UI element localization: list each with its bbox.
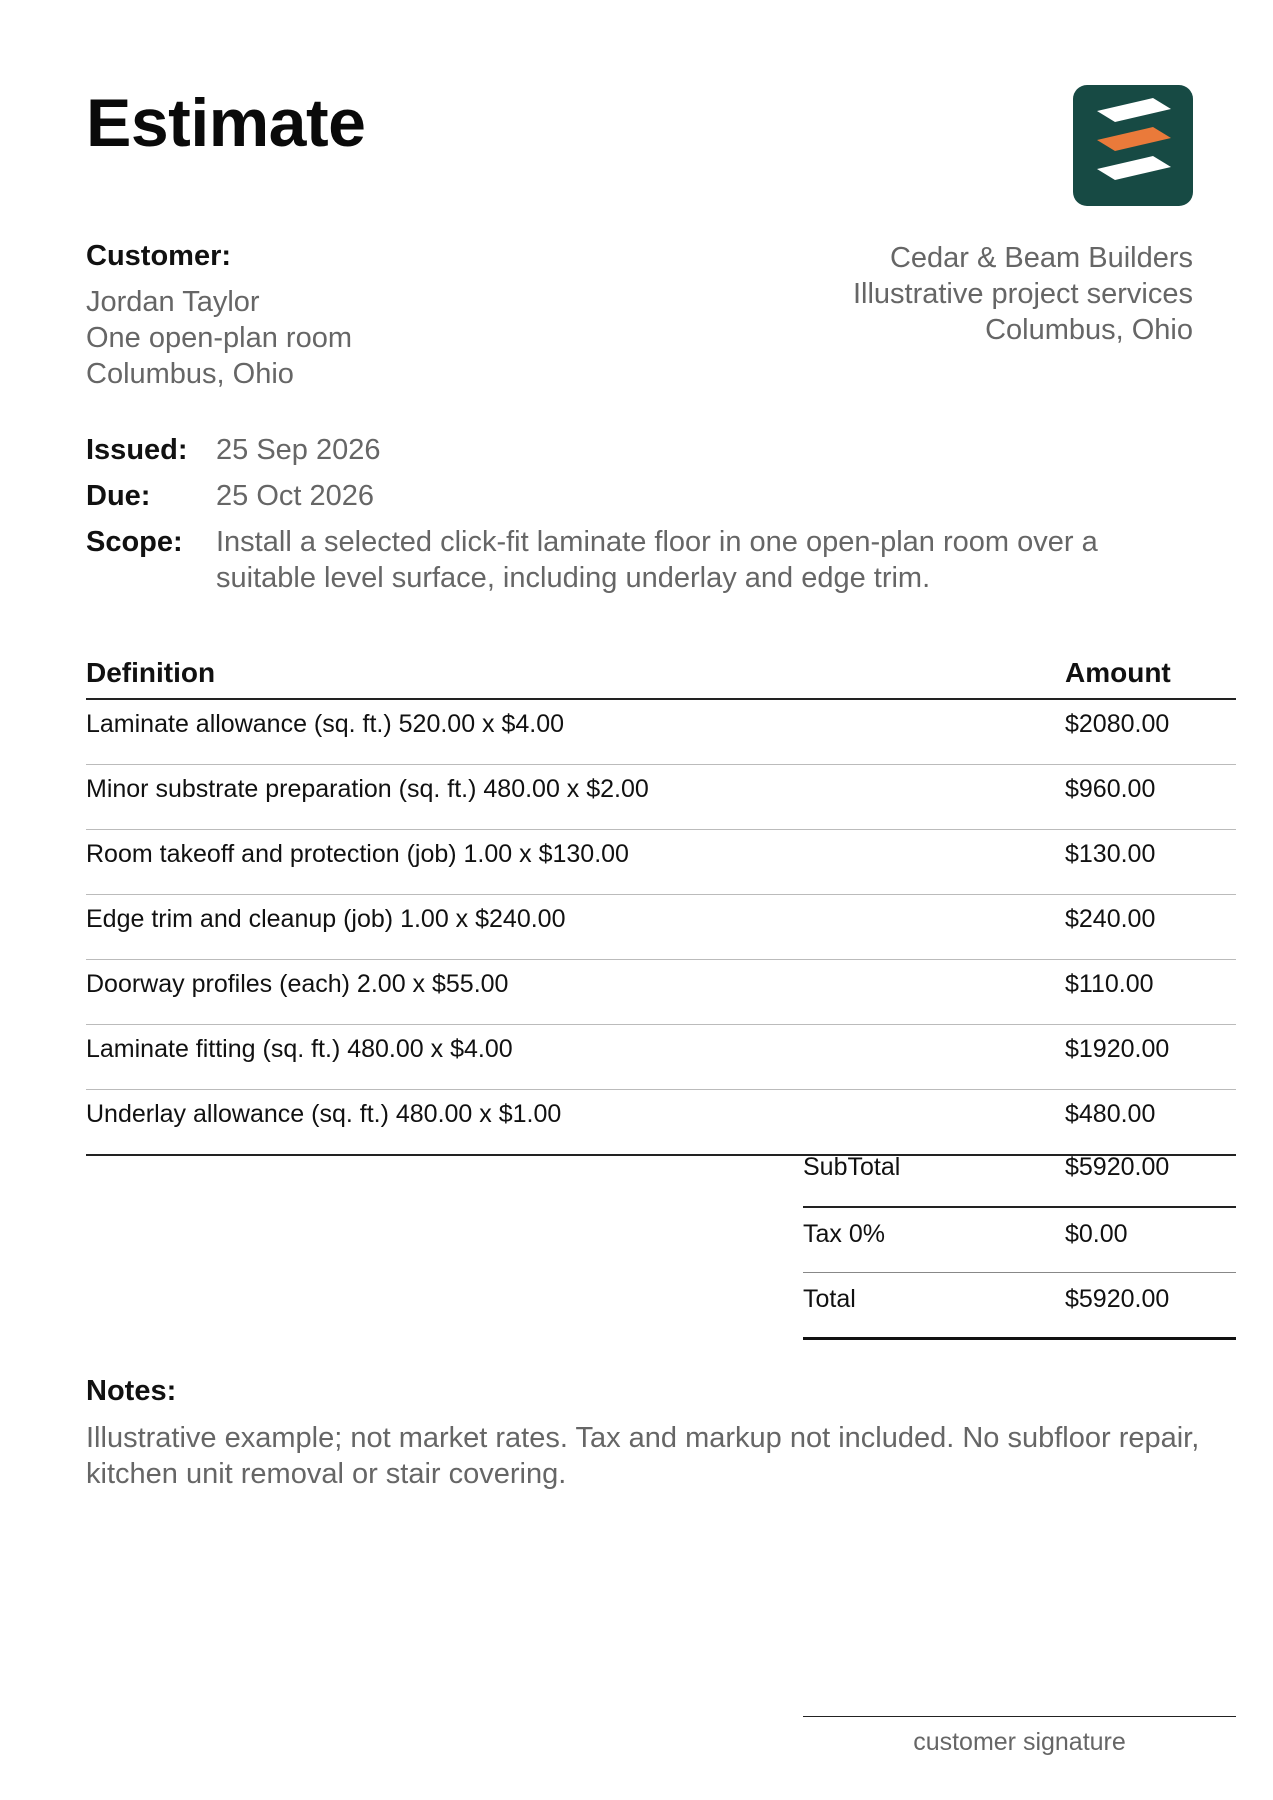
row-description: Edge trim and cleanup (job) 1.00 x $240.00 xyxy=(86,905,566,933)
row-amount: $480.00 xyxy=(1065,1100,1156,1128)
company-location: Columbus, Ohio xyxy=(985,314,1193,346)
issued-date: 25 Sep 2026 xyxy=(216,434,381,466)
subtotal-row xyxy=(803,1147,1236,1208)
notes-label: Notes: xyxy=(86,1375,177,1407)
row-amount: $1920.00 xyxy=(1065,1035,1170,1063)
customer-details xyxy=(86,284,352,392)
row-amount: $960.00 xyxy=(1065,775,1156,803)
company-details xyxy=(853,240,1193,348)
notes-text: Illustrative example; not market rates. Tax and markup not included. No subfloor repair, kitchen unit removal or stair covering. xyxy=(86,1422,1200,1490)
row-amount: $110.00 xyxy=(1065,970,1154,998)
issued-row xyxy=(86,432,1193,468)
subtotal-value: $5920.00 xyxy=(1065,1153,1170,1181)
table-row xyxy=(86,895,1236,960)
stacked-stripes-icon xyxy=(1073,85,1193,206)
estimate-meta xyxy=(86,432,1193,606)
due-row xyxy=(86,478,1193,514)
customer-project: One open-plan room xyxy=(86,322,352,354)
scope-row xyxy=(86,524,1193,596)
estimate-page xyxy=(86,0,1236,1800)
company-name: Cedar & Beam Builders xyxy=(889,242,1193,274)
line-items-table xyxy=(86,655,1236,1156)
row-amount: $130.00 xyxy=(1065,840,1156,868)
row-description: Minor substrate preparation (sq. ft.) 480.00 x $2.00 xyxy=(86,775,649,803)
subtotal-label: SubTotal xyxy=(803,1153,901,1181)
table-header xyxy=(86,655,1236,700)
total-value: $5920.00 xyxy=(1065,1285,1170,1313)
tax-row xyxy=(803,1208,1236,1273)
scope-label: Scope: xyxy=(86,526,183,558)
table-row xyxy=(86,960,1236,1025)
due-label: Due: xyxy=(86,480,151,512)
tax-value: $0.00 xyxy=(1065,1220,1128,1248)
company-tagline: Illustrative project services xyxy=(852,278,1193,310)
due-date: 25 Oct 2026 xyxy=(216,480,374,512)
page-title: Estimate xyxy=(86,85,366,161)
scope-text: Install a selected click-fit laminate floor in one open-plan room over a suitable level surface, including underlay and edge trim. xyxy=(216,526,1098,594)
row-description: Laminate allowance (sq. ft.) 520.00 x $4.00 xyxy=(86,710,565,738)
row-description: Room takeoff and protection (job) 1.00 x $130.00 xyxy=(86,840,629,868)
row-description: Doorway profiles (each) 2.00 x $55.00 xyxy=(86,970,509,998)
table-row xyxy=(86,765,1236,830)
total-row xyxy=(803,1273,1236,1340)
signature-line xyxy=(803,1716,1236,1717)
row-description: Laminate fitting (sq. ft.) 480.00 x $4.00 xyxy=(86,1035,513,1063)
signature-label: customer signature xyxy=(913,1728,1126,1756)
customer-name: Jordan Taylor xyxy=(86,286,260,318)
customer-location: Columbus, Ohio xyxy=(86,358,294,390)
customer-label: Customer: xyxy=(86,240,232,272)
total-label: Total xyxy=(803,1285,856,1313)
definition-header: Definition xyxy=(86,657,216,688)
row-amount: $2080.00 xyxy=(1065,710,1170,738)
totals-block xyxy=(803,1147,1236,1340)
table-row xyxy=(86,830,1236,895)
row-amount: $240.00 xyxy=(1065,905,1156,933)
company-logo xyxy=(1073,85,1193,206)
row-description: Underlay allowance (sq. ft.) 480.00 x $1.00 xyxy=(86,1100,562,1128)
table-row xyxy=(86,1025,1236,1090)
table-row xyxy=(86,700,1236,765)
tax-label: Tax 0% xyxy=(803,1220,885,1248)
issued-label: Issued: xyxy=(86,434,188,466)
amount-header: Amount xyxy=(1065,657,1171,688)
